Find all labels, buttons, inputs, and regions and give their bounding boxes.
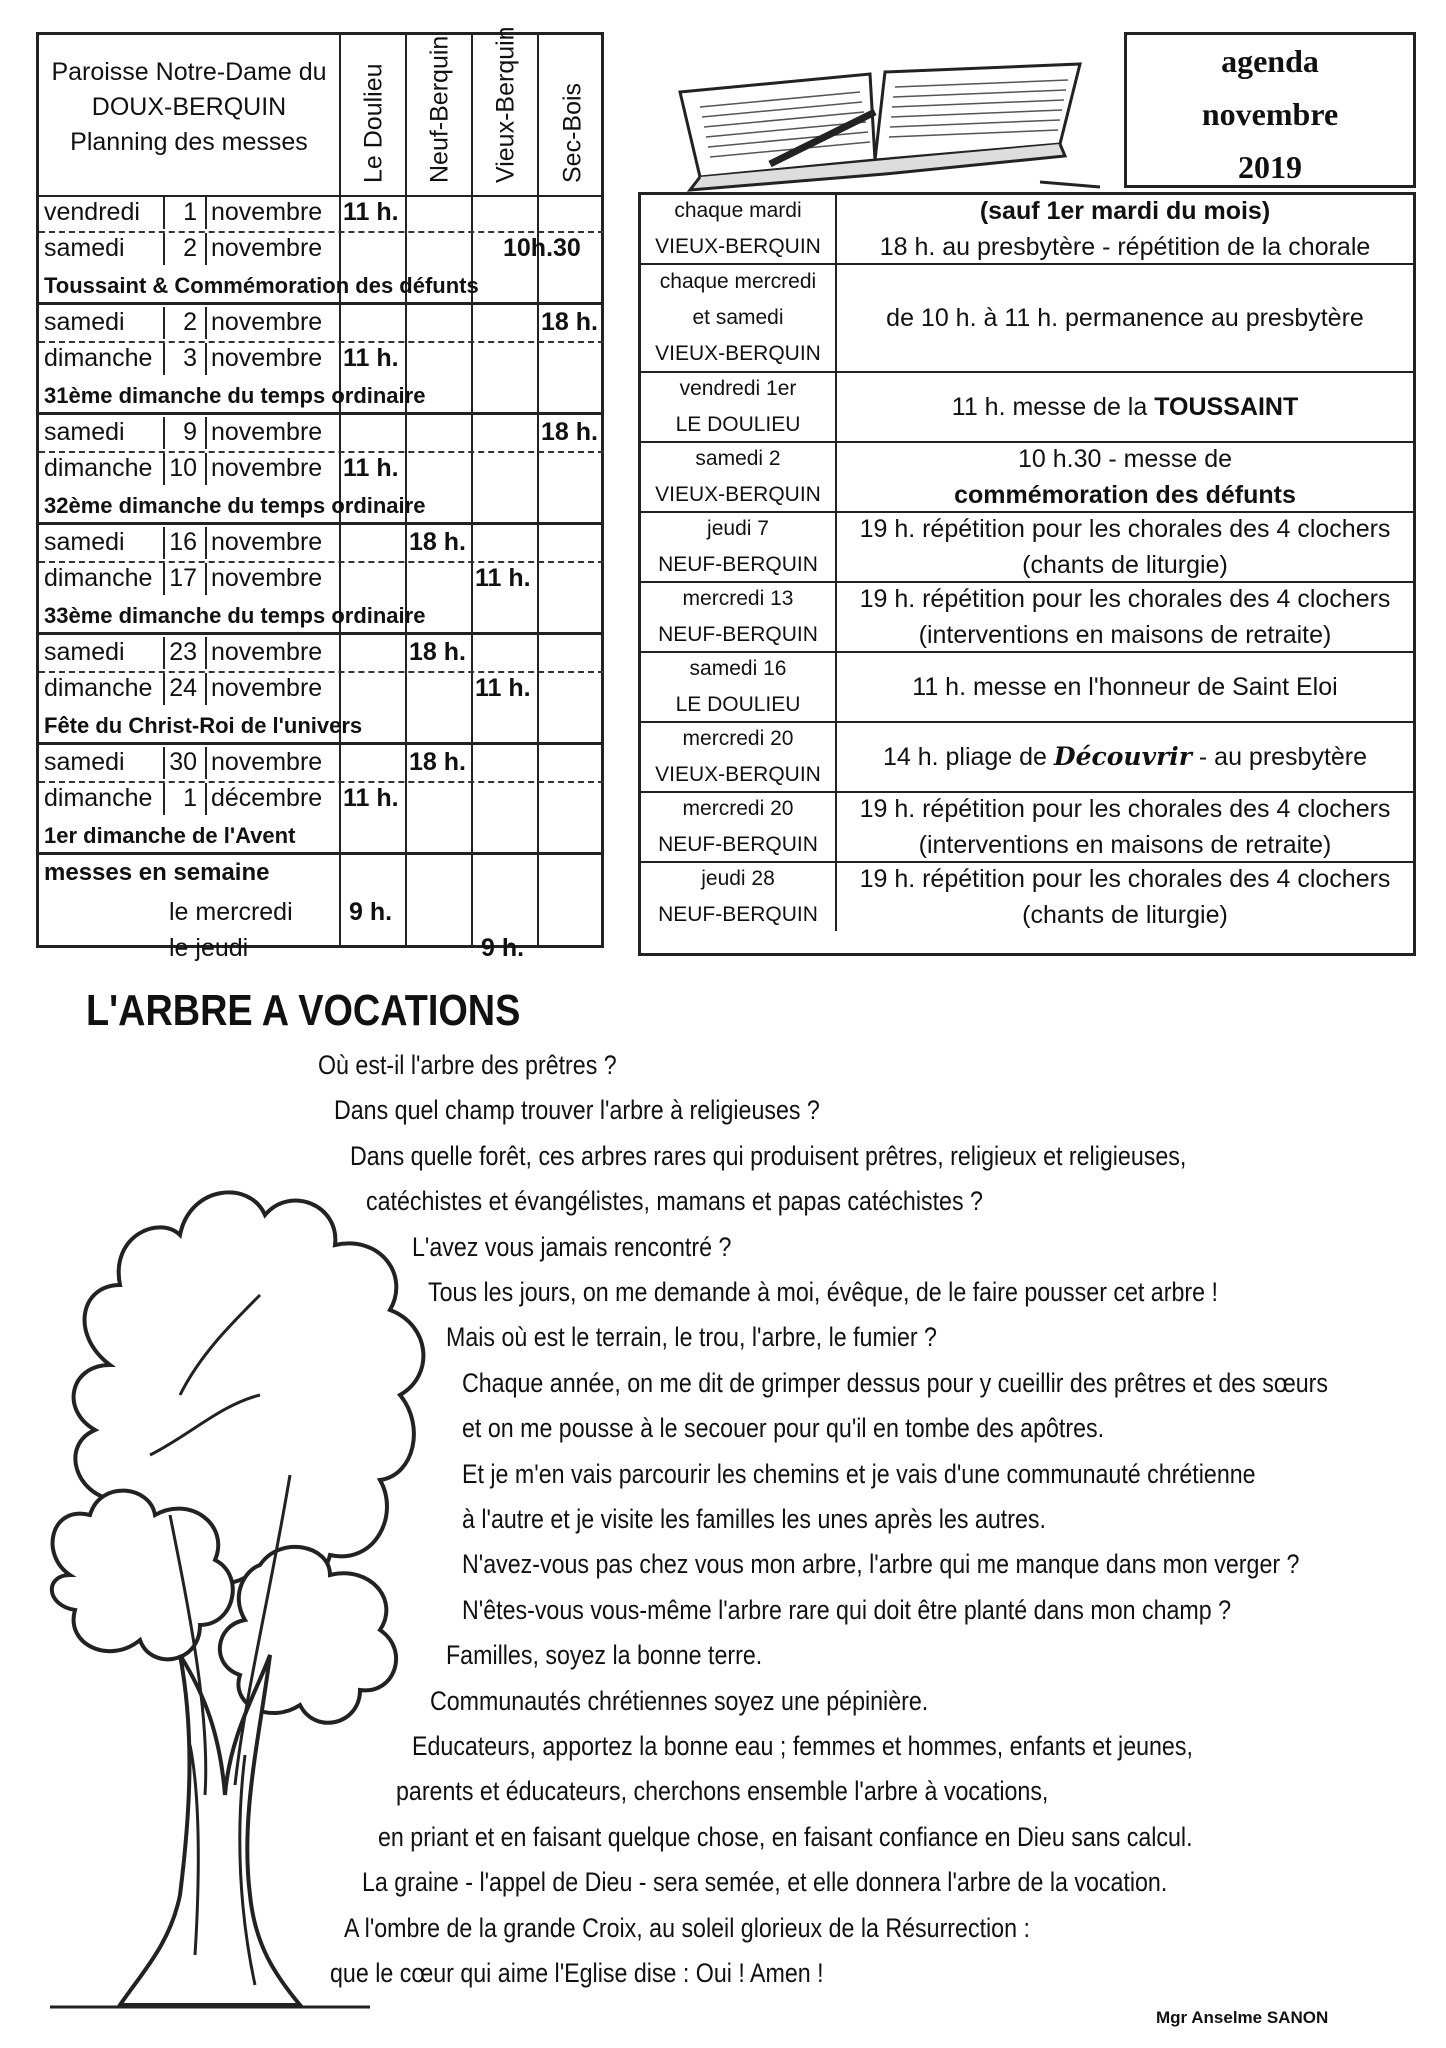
agenda-when-line: NEUF-BERQUIN — [658, 903, 818, 926]
mass-time: 11 h. — [343, 784, 399, 812]
agenda-when-line: samedi 2 — [695, 447, 781, 470]
agenda-description-line — [1022, 897, 1228, 933]
agenda-when-where — [641, 793, 837, 861]
agenda-when-line: NEUF-BERQUIN — [658, 833, 818, 856]
mass-time: 10h.30 — [503, 234, 581, 262]
agenda-description-line — [860, 791, 1391, 827]
agenda-description — [837, 583, 1413, 651]
weekday-mass-row — [39, 931, 604, 967]
agenda-text: de 10 h. à 11 h. permanence au presbytère — [886, 304, 1364, 332]
agenda-when-line: mercredi 20 — [682, 727, 794, 750]
mass-date: 10 — [169, 454, 197, 482]
agenda-title-line: agenda — [1221, 43, 1319, 79]
agenda-text: 10 h.30 - messe de — [1017, 445, 1232, 473]
mass-day: vendredi — [44, 198, 140, 226]
mass-date: 23 — [169, 638, 197, 666]
column-header-le-doulieu: Le Doulieu — [339, 35, 407, 195]
mass-month: novembre — [211, 418, 323, 446]
agenda-when-line: VIEUX-BERQUIN — [655, 763, 821, 786]
mass-row — [39, 231, 604, 267]
mass-row — [39, 781, 604, 817]
agenda-row — [641, 443, 1413, 513]
feast-label: 1er dimanche de l'Avent — [44, 823, 296, 848]
agenda-table — [638, 192, 1416, 956]
agenda-row — [641, 195, 1413, 265]
agenda-description — [837, 513, 1413, 581]
mass-month: novembre — [211, 638, 323, 666]
agenda-when-where — [641, 653, 837, 721]
agenda-when-line: jeudi 7 — [707, 517, 769, 540]
mass-date: 1 — [183, 198, 197, 226]
poem-line: Où est-il l'arbre des prêtres ? — [318, 1050, 617, 1080]
agenda-description-line — [954, 477, 1296, 513]
weekday-label: le jeudi — [169, 934, 249, 962]
mass-row — [39, 415, 604, 453]
mass-time: 11 h. — [343, 198, 399, 226]
agenda-text: 19 h. répétition pour les chorales des 4 clochers — [859, 865, 1391, 893]
poem-line: Tous les jours, on me demande à moi, évêque, de le faire pousser cet arbre ! — [428, 1277, 1218, 1307]
mass-month: novembre — [211, 308, 323, 336]
agenda-description-line — [919, 827, 1332, 863]
weekday-time: 9 h. — [349, 898, 393, 926]
poem-line: Communautés chrétiennes soyez une pépinière. — [430, 1685, 929, 1716]
mass-day: samedi — [44, 638, 125, 666]
mass-month: novembre — [211, 674, 323, 702]
poem-line: catéchistes et évangélistes, mamans et papas catéchistes ? — [366, 1186, 983, 1217]
agenda-text: 11 h. messe de la — [951, 393, 1155, 421]
mass-row — [39, 635, 604, 673]
agenda-description-line — [860, 861, 1391, 897]
agenda-title-line: 2019 — [1238, 149, 1302, 185]
agenda-when-line: NEUF-BERQUIN — [658, 553, 818, 576]
agenda-row — [641, 653, 1413, 723]
agenda-description-line — [883, 739, 1367, 775]
agenda-description-line — [860, 581, 1391, 617]
agenda-text: (interventions en maisons de retraite) — [918, 831, 1332, 859]
mass-month: novembre — [211, 234, 323, 262]
mass-date: 2 — [183, 308, 197, 336]
mass-time: 11 h. — [475, 564, 531, 592]
mass-date: 1 — [183, 784, 197, 812]
feast-label: Toussaint & Commémoration des défunts — [44, 273, 479, 298]
weekday-mass-label: messes en semaine — [44, 859, 270, 886]
agenda-text: 19 h. répétition pour les chorales des 4 clochers — [859, 585, 1391, 613]
agenda-when-where — [641, 723, 837, 791]
agenda-when-line: VIEUX-BERQUIN — [655, 342, 821, 365]
mass-month: novembre — [211, 748, 323, 776]
agenda-row — [641, 723, 1413, 793]
poem-line: que le cœur qui aime l'Eglise dise : Oui ! Amen ! — [330, 1958, 824, 1988]
agenda-title-line: novembre — [1201, 96, 1339, 132]
mass-month: novembre — [211, 454, 323, 482]
mass-day: samedi — [44, 308, 125, 336]
agenda-when-line: et samedi — [692, 306, 784, 329]
agenda-when-where — [641, 195, 837, 263]
mass-schedule-table — [36, 26, 604, 962]
weekday-time: 9 h. — [481, 934, 525, 962]
poem-line: Dans quel champ trouver l'arbre à religieuses ? — [334, 1095, 820, 1126]
agenda-row — [641, 793, 1413, 863]
mass-day: samedi — [44, 528, 125, 556]
agenda-text: commémoration des défunts — [954, 481, 1296, 509]
agenda-when-line: mercredi 20 — [682, 797, 794, 820]
agenda-description-line — [860, 511, 1391, 547]
mass-row — [39, 305, 604, 343]
agenda-description — [837, 863, 1413, 931]
poem-line: L'avez vous jamais rencontré ? — [412, 1231, 732, 1262]
agenda-when-line: LE DOULIEU — [675, 413, 801, 436]
mass-date: 30 — [169, 748, 197, 776]
mass-day: dimanche — [44, 454, 153, 482]
mass-day: samedi — [44, 418, 125, 446]
agenda-when-where — [641, 863, 837, 931]
agenda-description-line — [980, 193, 1270, 229]
agenda-description — [837, 653, 1413, 721]
agenda-description — [837, 373, 1413, 441]
mass-time: 18 h. — [409, 528, 466, 556]
agenda-when-line: samedi 16 — [689, 657, 787, 680]
mass-time: 18 h. — [409, 638, 466, 666]
agenda-when-line: chaque mercredi — [659, 270, 817, 293]
mass-month: novembre — [211, 198, 323, 226]
mass-row — [39, 341, 604, 377]
agenda-row — [641, 863, 1413, 931]
agenda-when-line: VIEUX-BERQUIN — [655, 235, 821, 258]
mass-time: 18 h. — [541, 418, 598, 446]
agenda-text: (sauf 1er mardi du mois) — [979, 197, 1271, 225]
agenda-description — [837, 793, 1413, 861]
poem-line: N'êtes-vous vous-même l'arbre rare qui doit être planté dans mon champ ? — [462, 1594, 1232, 1625]
mass-row — [39, 195, 604, 233]
agenda-description-line — [880, 229, 1371, 265]
agenda-text: 18 h. au presbytère - répétition de la chorale — [879, 233, 1371, 261]
agenda-description-line — [1022, 547, 1228, 583]
poem-line: en priant et en faisant quelque chose, en faisant confiance en Dieu sans calcul. — [378, 1821, 1193, 1852]
mass-time: 11 h. — [343, 454, 399, 482]
poem-line: Et je m'en vais parcourir les chemins et je vais d'une communauté chrétienne — [462, 1458, 1256, 1489]
agenda-text: - au presbytère — [1191, 743, 1368, 771]
agenda-text: 19 h. répétition pour les chorales des 4 clochers — [859, 795, 1391, 823]
mass-row — [39, 671, 604, 707]
mass-row — [39, 745, 604, 783]
agenda-text: 19 h. répétition pour les chorales des 4 clochers — [859, 515, 1391, 543]
mass-month: novembre — [211, 344, 323, 372]
poem-line: Mais où est le terrain, le trou, l'arbre, le fumier ? — [446, 1322, 937, 1353]
mass-time: 18 h. — [541, 308, 598, 336]
agenda-description-line — [912, 669, 1337, 705]
mass-month: novembre — [211, 528, 323, 556]
agenda-text: Découvrir — [1053, 742, 1192, 771]
agenda-description — [837, 195, 1413, 263]
feast-label: Fête du Christ-Roi de l'univers — [44, 713, 363, 738]
mass-table-header — [39, 26, 604, 197]
agenda-description-line — [1018, 441, 1232, 477]
agenda-when-line: VIEUX-BERQUIN — [655, 483, 821, 506]
agenda-title-box — [1124, 32, 1416, 188]
agenda-when-where — [641, 583, 837, 651]
parish-title-line: DOUX-BERQUIN — [91, 93, 287, 121]
feast-label: 33ème dimanche du temps ordinaire — [44, 603, 426, 628]
group-divider — [39, 852, 604, 855]
agenda-when-line: vendredi 1er — [679, 377, 797, 400]
column-header-vieux-berquin: Vieux-Berquin — [471, 35, 539, 195]
agenda-description — [837, 265, 1413, 371]
mass-date: 17 — [169, 564, 197, 592]
poem-line: parents et éducateurs, cherchons ensemble l'arbre à vocations, — [396, 1776, 1049, 1807]
agenda-text: (chants de liturgie) — [1022, 901, 1228, 929]
agenda-when-line: LE DOULIEU — [675, 693, 801, 716]
agenda-when-line: jeudi 28 — [701, 867, 775, 890]
parish-title-line: Paroisse Notre-Dame du — [51, 58, 327, 86]
agenda-description-line — [952, 389, 1298, 425]
mass-time: 11 h. — [343, 344, 399, 372]
poem-line: Educateurs, apportez la bonne eau ; femmes et hommes, enfants et jeunes, — [412, 1731, 1193, 1761]
agenda-description-line — [919, 617, 1332, 653]
agenda-text: (interventions en maisons de retraite) — [918, 621, 1332, 649]
poem-line: A l'ombre de la grande Croix, au soleil glorieux de la Résurrection : — [344, 1912, 1030, 1943]
parish-title-line: Planning des messes — [70, 128, 308, 156]
mass-day: dimanche — [44, 674, 153, 702]
poem-line: N'avez-vous pas chez vous mon arbre, l'arbre qui me manque dans mon verger ? — [462, 1549, 1300, 1580]
mass-date: 2 — [183, 234, 197, 262]
agenda-text: 11 h. messe en l'honneur de Saint Eloi — [912, 673, 1338, 701]
weekday-mass-row — [39, 895, 604, 931]
agenda-when-line: mercredi 13 — [682, 587, 794, 610]
mass-month: novembre — [211, 564, 323, 592]
agenda-when-where — [641, 373, 837, 441]
poem-line: Chaque année, on me dit de grimper dessus pour y cueillir des prêtres et des sœurs — [462, 1367, 1329, 1398]
agenda-description — [837, 443, 1413, 511]
agenda-row — [641, 583, 1413, 653]
mass-day: samedi — [44, 748, 125, 776]
poem-title: L'ARBRE A VOCATIONS — [86, 986, 521, 1035]
mass-day: dimanche — [44, 344, 153, 372]
mass-row — [39, 525, 604, 563]
poem-line: et on me pousse à le secouer pour qu'il en tombe des apôtres. — [462, 1413, 1105, 1444]
agenda-text: 14 h. pliage de — [882, 743, 1054, 771]
agenda-text: (chants de liturgie) — [1022, 551, 1228, 579]
mass-day: dimanche — [44, 784, 153, 812]
column-header-neuf-berquin: Neuf-Berquin — [405, 35, 473, 195]
poem-line: Familles, soyez la bonne terre. — [446, 1640, 763, 1671]
mass-date: 3 — [183, 344, 197, 372]
weekday-label: le mercredi — [169, 898, 293, 926]
poem-signature: Mgr Anselme SANON — [1156, 2008, 1329, 2027]
mass-month: décembre — [211, 784, 323, 812]
poem-line: La graine - l'appel de Dieu - sera semée, et elle donnera l'arbre de la vocation. — [362, 1867, 1168, 1898]
mass-time: 18 h. — [409, 748, 466, 776]
agenda-row — [641, 373, 1413, 443]
feast-label: 31ème dimanche du temps ordinaire — [44, 383, 426, 408]
mass-time: 11 h. — [475, 674, 531, 702]
mass-date: 16 — [169, 528, 197, 556]
parish-title — [39, 55, 339, 160]
agenda-description-line — [886, 300, 1364, 336]
poem-line: à l'autre et je visite les familles les unes après les autres. — [462, 1504, 1046, 1534]
mass-row — [39, 451, 604, 487]
agenda-when-where — [641, 443, 837, 511]
agenda-when-line: NEUF-BERQUIN — [658, 623, 818, 646]
mass-date: 9 — [183, 418, 197, 446]
mass-date: 24 — [169, 674, 197, 702]
mass-day: dimanche — [44, 564, 153, 592]
agenda-text: TOUSSAINT — [1154, 393, 1299, 421]
mass-day: samedi — [44, 234, 125, 262]
agenda-row — [641, 513, 1413, 583]
agenda-description — [837, 723, 1413, 791]
agenda-when-where — [641, 513, 837, 581]
agenda-when-where — [641, 265, 837, 371]
mass-row — [39, 561, 604, 597]
column-header-sec-bois: Sec-Bois — [537, 35, 606, 195]
agenda-row — [641, 265, 1413, 373]
poem-line: Dans quelle forêt, ces arbres rares qui produisent prêtres, religieux et religieuses, — [350, 1140, 1187, 1171]
feast-label: 32ème dimanche du temps ordinaire — [44, 493, 426, 518]
notebook-illustration — [660, 52, 1110, 202]
agenda-when-line: chaque mardi — [674, 199, 802, 222]
